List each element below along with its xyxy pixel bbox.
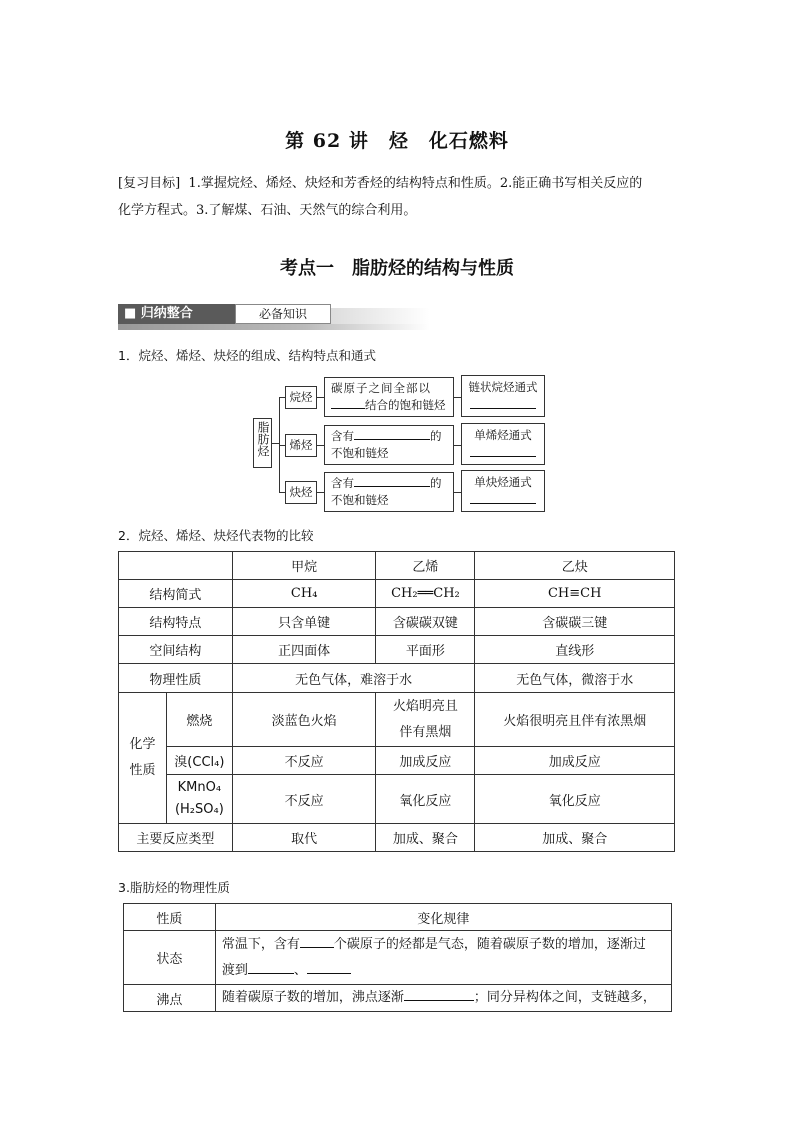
part1-heading: 1．烷烃、烯烃、炔烃的组成、结构特点和通式 bbox=[118, 348, 376, 363]
alkyne-blank bbox=[354, 486, 430, 487]
connector bbox=[454, 445, 461, 446]
table-row bbox=[119, 608, 675, 636]
alkyne-desc-box bbox=[324, 472, 454, 512]
state-text-1: 常温下，含有 bbox=[221, 936, 300, 952]
chem-property-label bbox=[119, 693, 167, 824]
state-text-3: 渡到 bbox=[221, 962, 248, 978]
alkene-formula-blank bbox=[470, 456, 536, 457]
state-blank-2 bbox=[248, 973, 294, 974]
header-ethylene: 乙烯 bbox=[376, 552, 475, 580]
table-cell: CH₄ bbox=[232, 580, 376, 608]
header-rule: 变化规律 bbox=[215, 904, 671, 931]
row-label: 溴(CCl₄) bbox=[166, 747, 232, 775]
connector bbox=[272, 443, 279, 444]
comparison-table bbox=[118, 551, 675, 852]
part3-heading: 3.脂肪烃的物理性质 bbox=[118, 880, 230, 895]
chem-label-1: 化学 bbox=[129, 737, 156, 752]
table-row bbox=[119, 824, 675, 852]
section-banner bbox=[118, 304, 430, 326]
alkene-desc-box bbox=[324, 425, 454, 465]
alkene-desc-1: 含有 bbox=[331, 429, 354, 443]
alkyne-formula-box bbox=[461, 470, 545, 512]
row-label: 状态 bbox=[124, 931, 216, 985]
connector bbox=[454, 492, 461, 493]
row-label: 物理性质 bbox=[119, 664, 233, 693]
burn-ethylene-1: 火焰明亮且 bbox=[392, 698, 458, 714]
header-methane: 甲烷 bbox=[232, 552, 376, 580]
alkyne-desc-1: 含有 bbox=[331, 476, 354, 490]
table-cell: 正四面体 bbox=[232, 636, 376, 664]
alkene-blank bbox=[354, 439, 430, 440]
table-cell: 不反应 bbox=[232, 775, 376, 824]
alkane-formula-box bbox=[461, 375, 545, 417]
table-cell: 无色气体，微溶于水 bbox=[475, 664, 675, 693]
table-row bbox=[119, 664, 675, 693]
boiling-blank bbox=[404, 1000, 474, 1001]
row-label: 结构特点 bbox=[119, 608, 233, 636]
state-text-2: 个碳原子的烃都是气态，随着碳原子数的增加，逐渐过 bbox=[333, 936, 646, 952]
table-row bbox=[119, 552, 675, 580]
alkane-blank bbox=[331, 408, 365, 409]
banner-bar bbox=[118, 324, 430, 330]
alkane-desc-box bbox=[324, 377, 454, 417]
table-cell: 加成、聚合 bbox=[376, 824, 475, 852]
alkene-formula-label: 单烯烃通式 bbox=[474, 428, 532, 442]
section-title: 考点一 脂肪烃的结构与性质 bbox=[280, 258, 514, 279]
alkane-desc-1: 碳原子之间全部以 bbox=[331, 381, 431, 395]
state-text-4: 、 bbox=[293, 962, 307, 978]
alkyne-desc-2: 不饱和链烃 bbox=[331, 493, 389, 507]
table-cell: 加成反应 bbox=[376, 747, 475, 775]
goals-tag: [复习目标] bbox=[118, 176, 181, 191]
table-row bbox=[119, 693, 675, 747]
table-cell: 加成反应 bbox=[475, 747, 675, 775]
root-label: 脂肪烃 bbox=[256, 421, 270, 457]
alkane-formula-label: 链状烷烃通式 bbox=[468, 380, 538, 394]
alkane-desc-2: 结合的饱和链烃 bbox=[365, 398, 446, 412]
kmno4-label-1: KMnO₄ bbox=[177, 780, 222, 795]
row-label: 主要反应类型 bbox=[119, 824, 233, 852]
state-blank-1 bbox=[300, 947, 334, 948]
alkene-box: 烯烃 bbox=[285, 434, 317, 457]
table-cell: CH≡CH bbox=[475, 580, 675, 608]
table-cell: 直线形 bbox=[475, 636, 675, 664]
table-cell bbox=[376, 693, 475, 747]
table-cell: 氧化反应 bbox=[376, 775, 475, 824]
table-cell: 加成、聚合 bbox=[475, 824, 675, 852]
table-cell: 火焰很明亮且伴有浓黑烟 bbox=[475, 693, 675, 747]
connector bbox=[317, 397, 324, 398]
banner-sub: 必备知识 bbox=[235, 304, 331, 324]
page-title: 第 62 讲 烃 化石燃料 bbox=[285, 130, 509, 152]
table-cell: 无色气体，难溶于水 bbox=[232, 664, 475, 693]
connector bbox=[317, 445, 324, 446]
row-label bbox=[166, 775, 232, 824]
chem-label-2: 性质 bbox=[129, 763, 156, 778]
connector bbox=[454, 397, 461, 398]
header-acetylene: 乙炔 bbox=[475, 552, 675, 580]
table-cell: 平面形 bbox=[376, 636, 475, 664]
table-cell: 含碳碳三键 bbox=[475, 608, 675, 636]
banner-main: ■ 归纳整合 bbox=[118, 304, 235, 324]
state-blank-3 bbox=[307, 973, 351, 974]
table-row bbox=[119, 636, 675, 664]
table-cell: 含碳碳双键 bbox=[376, 608, 475, 636]
physical-property-table bbox=[123, 903, 672, 1012]
alkyne-desc-1b: 的 bbox=[430, 476, 442, 490]
alkene-formula-box bbox=[461, 423, 545, 465]
alkene-desc-1b: 的 bbox=[430, 429, 442, 443]
row-label: 结构简式 bbox=[119, 580, 233, 608]
row-label: 燃烧 bbox=[166, 693, 232, 747]
row-label: 沸点 bbox=[124, 985, 216, 1012]
review-goals bbox=[118, 170, 678, 224]
table-row bbox=[119, 580, 675, 608]
alkyne-formula-label: 单炔烃通式 bbox=[474, 475, 532, 489]
alkyne-box: 炔烃 bbox=[285, 481, 317, 504]
table-cell bbox=[119, 552, 233, 580]
row-label: 空间结构 bbox=[119, 636, 233, 664]
table-cell: 氧化反应 bbox=[475, 775, 675, 824]
connector bbox=[317, 492, 324, 493]
alkene-desc-2: 不饱和链烃 bbox=[331, 446, 389, 460]
table-cell: 不反应 bbox=[232, 747, 376, 775]
alkane-box: 烷烃 bbox=[285, 386, 317, 409]
goals-text-1: 1.掌握烷烃、烯烃、炔烃和芳香烃的结构特点和性质。2.能正确书写相关反应的 bbox=[188, 176, 643, 191]
boiling-text-2: ；同分异构体之间，支链越多， bbox=[473, 990, 656, 1005]
table-row bbox=[124, 904, 672, 931]
table-row bbox=[119, 747, 675, 775]
table-row bbox=[119, 775, 675, 824]
table-cell: 淡蓝色火焰 bbox=[232, 693, 376, 747]
header-property: 性质 bbox=[124, 904, 216, 931]
kmno4-label-2: (H₂SO₄) bbox=[174, 802, 224, 817]
boiling-text-1: 随着碳原子数的增加，沸点逐渐 bbox=[221, 990, 404, 1005]
banner-bar-fade bbox=[331, 308, 430, 324]
table-row bbox=[124, 985, 672, 1012]
table-cell: 只含单键 bbox=[232, 608, 376, 636]
alkane-formula-blank bbox=[470, 408, 536, 409]
root-box bbox=[253, 418, 272, 468]
burn-ethylene-2: 伴有黑烟 bbox=[399, 724, 452, 740]
boiling-rule bbox=[215, 985, 671, 1012]
table-cell: CH₂══CH₂ bbox=[376, 580, 475, 608]
table-cell: 取代 bbox=[232, 824, 376, 852]
state-rule bbox=[215, 931, 671, 985]
goals-text-2: 化学方程式。3.了解煤、石油、天然气的综合利用。 bbox=[118, 203, 417, 218]
table-row bbox=[124, 931, 672, 985]
alkyne-formula-blank bbox=[470, 503, 536, 504]
part2-heading: 2．烷烃、烯烃、炔烃代表物的比较 bbox=[118, 528, 314, 543]
